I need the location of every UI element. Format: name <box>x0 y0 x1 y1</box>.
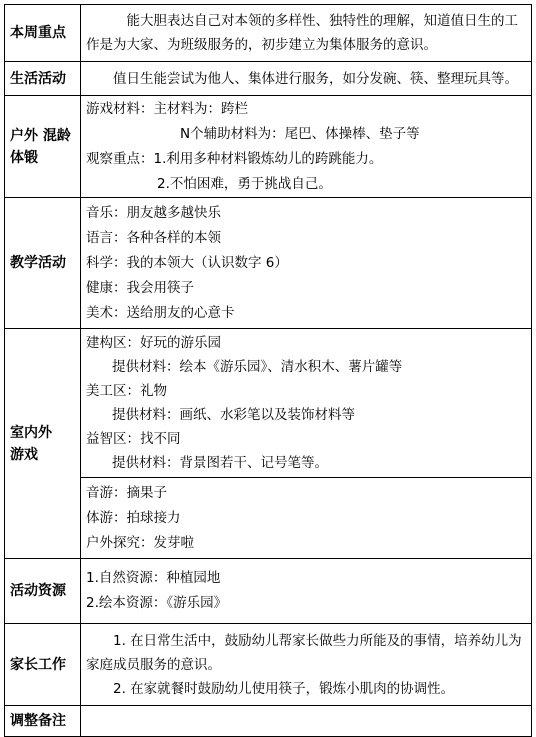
content-life-activity <box>81 62 532 96</box>
row-teaching-activity <box>5 198 532 329</box>
content-teaching-activity <box>81 198 532 329</box>
outdoor-line: 游戏材料：主材料为：跨栏 <box>86 100 248 117</box>
content-adjustment-notes <box>81 706 532 737</box>
row-life-activity <box>5 62 532 96</box>
content-parent-work <box>81 624 532 706</box>
label-activity-resources: 活动资源 <box>5 559 81 624</box>
outdoor-game-line: 户外探究：发芽啦 <box>86 534 194 551</box>
label-weekly-focus: 本周重点 <box>5 5 81 62</box>
content-activity-resources <box>81 559 532 624</box>
label-teaching-activity: 教学活动 <box>5 198 81 329</box>
teaching-line: 美术：送给朋友的心意卡 <box>86 304 235 321</box>
label-games-line1: 室内外 <box>10 424 52 441</box>
indoor-area-line: 益智区：找不同 <box>86 431 181 447</box>
label-life-activity: 生活活动 <box>5 62 81 96</box>
row-parent-work <box>5 624 532 706</box>
row-games-outdoor <box>5 478 532 559</box>
label-outdoor-exercise <box>5 96 81 198</box>
parent-work-item: 1. 在日常生活中，鼓励幼儿帮家长做些力所能及的事情，培养幼儿为家庭成员服务的意识。 <box>86 633 522 673</box>
content-games-indoor <box>81 329 532 478</box>
content-weekly-focus <box>81 5 532 62</box>
weekly-plan-table <box>4 4 532 737</box>
parent-work-item: 2. 在家就餐时鼓励幼儿使用筷子，锻炼小肌肉的协调性。 <box>113 681 455 697</box>
indoor-area-line: 美工区：礼物 <box>86 383 167 399</box>
weekly-focus-text: 能大胆表达自己对本领的多样性、独特性的理解，知道值日生的工作是为大家、为班级服务的，初步建立为集体服务的意识。 <box>86 13 518 53</box>
label-parent-work: 家长工作 <box>5 624 81 706</box>
label-outdoor-line2: 体锻 <box>10 149 38 166</box>
row-activity-resources <box>5 559 532 624</box>
indoor-material-line: 提供材料：背景图若干、记号笔等。 <box>112 455 328 471</box>
row-adjustment-notes <box>5 706 532 737</box>
label-adjustment-notes: 调整备注 <box>5 706 81 737</box>
indoor-material-line: 提供材料：绘本《游乐园》、清水积木、薯片罐等 <box>112 359 403 375</box>
content-games-outdoor <box>81 478 532 559</box>
label-outdoor-line1: 户外 混龄 <box>10 127 71 144</box>
indoor-area-line: 建构区：好玩的游乐园 <box>86 335 221 351</box>
indoor-material-line: 提供材料：画纸、水彩笔以及装饰材料等 <box>112 407 355 423</box>
outdoor-line: N个辅助材料为：尾巴、体操棒、垫子等 <box>180 125 420 142</box>
teaching-line: 音乐：朋友越多越快乐 <box>86 204 221 221</box>
resource-line: 2.绘本资源：《游乐园》 <box>86 595 228 611</box>
outdoor-game-line: 体游：拍球接力 <box>86 509 181 526</box>
teaching-line: 语言：各种各样的本领 <box>86 229 221 246</box>
label-games-line2: 游戏 <box>10 446 38 463</box>
teaching-line: 科学：我的本领大（认识数字 6） <box>86 254 288 271</box>
row-games-indoor <box>5 329 532 478</box>
label-indoor-outdoor-games <box>5 329 81 559</box>
row-outdoor-exercise <box>5 96 532 198</box>
outdoor-line: 2.不怕困难，勇于挑战自己。 <box>157 175 332 192</box>
outdoor-game-line: 音游：摘果子 <box>86 484 167 501</box>
row-weekly-focus <box>5 5 532 62</box>
content-outdoor-exercise <box>81 96 532 198</box>
life-activity-text: 值日生能尝试为他人、集体进行服务，如分发碗、筷、整理玩具等。 <box>113 70 518 87</box>
teaching-line: 健康：我会用筷子 <box>86 279 194 296</box>
resource-line: 1.自然资源：种植园地 <box>86 570 221 586</box>
outdoor-line: 观察重点：1.利用多种材料锻炼幼儿的跨跳能力。 <box>86 150 383 167</box>
